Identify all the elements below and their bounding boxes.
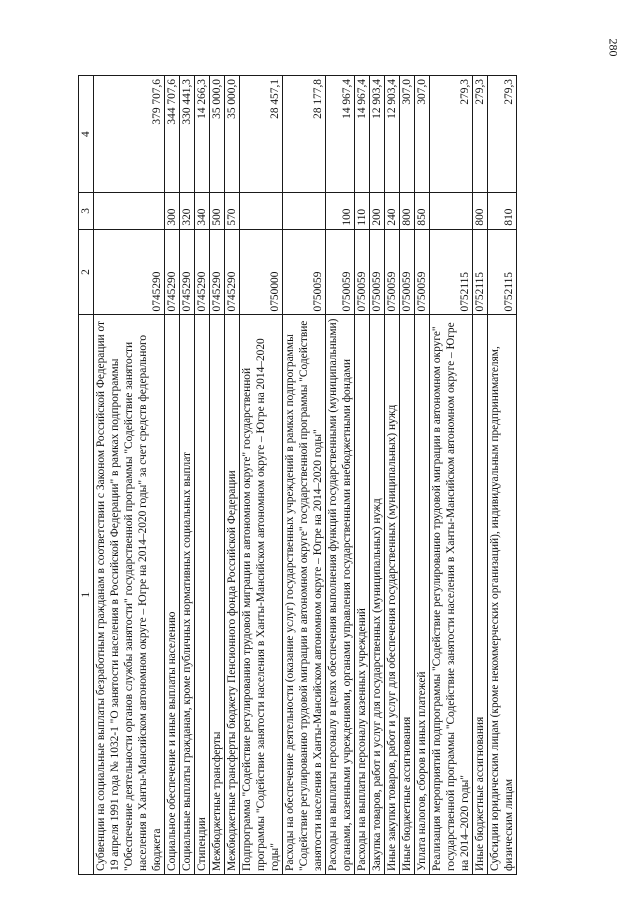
row-code: 0745290 xyxy=(210,229,225,315)
row-code: 0750059 xyxy=(283,229,326,315)
row-type: 200 xyxy=(370,193,385,229)
row-type xyxy=(240,193,283,229)
row-amount: 307,0 xyxy=(415,76,430,193)
row-type: 240 xyxy=(385,193,400,229)
header-cell-4: 4 xyxy=(79,76,94,193)
row-code: 0750059 xyxy=(400,229,415,315)
row-code: 0745290 xyxy=(195,229,210,315)
header-cell-3: 3 xyxy=(79,193,94,229)
row-type: 800 xyxy=(400,193,415,229)
table-row xyxy=(195,76,210,875)
table-row xyxy=(283,76,326,875)
row-name: Расходы на выплаты персоналу в целях обеспечения выполнения функций государственными (муниципальными) органами, казенными учреждениями, органами управления государственными внебюджетными фондами xyxy=(326,315,355,875)
table-row xyxy=(225,76,240,875)
row-code: 0752115 xyxy=(430,229,473,315)
row-name: Социальное обеспечение и иные выплаты населению xyxy=(165,315,180,875)
row-name: Иные бюджетные ассигнования xyxy=(473,315,488,875)
row-name: Межбюджетные трансферты бюджету Пенсионного фонда Российской Федерации xyxy=(225,315,240,875)
row-type xyxy=(430,193,473,229)
header-cell-2: 2 xyxy=(79,229,94,315)
row-amount: 14 266,3 xyxy=(195,76,210,193)
row-name: Подпрограмма "Содействие регулированию трудовой миграции в автономном округе" государственной программы "Содействие занятости населения в Ханты-Мансийском автономном округе – Югре на 2014–2020 годы" xyxy=(240,315,283,875)
row-name: Субвенции на социальные выплаты безработным гражданам в соответствии с Законом Российской Федерации от 19 апреля 1991 года № 1032-1 "О занятости населения в Российской Федерации" в рамках подпрограммы "Обеспечение деятельности органов службы занятости" государственной программы "Содействие занятости населения в Ханты-Мансийском автономном округе – Югре на 2014–2020 годы" за счет средств федерального бюджета xyxy=(94,315,165,875)
row-amount: 307,0 xyxy=(400,76,415,193)
row-code: 0745290 xyxy=(165,229,180,315)
row-type: 810 xyxy=(488,193,517,229)
row-type xyxy=(283,193,326,229)
row-code: 0750059 xyxy=(355,229,370,315)
rotated-page xyxy=(78,65,598,875)
row-name: Иные закупки товаров, работ и услуг для обеспечения государственных (муниципальных) нужд xyxy=(385,315,400,875)
row-type: 100 xyxy=(326,193,355,229)
row-amount: 12 903,4 xyxy=(385,76,400,193)
row-type xyxy=(94,193,165,229)
row-type: 500 xyxy=(210,193,225,229)
row-type: 340 xyxy=(195,193,210,229)
row-type: 110 xyxy=(355,193,370,229)
row-code: 0745290 xyxy=(225,229,240,315)
row-amount: 379 707,6 xyxy=(94,76,165,193)
row-type: 300 xyxy=(165,193,180,229)
table-row xyxy=(430,76,473,875)
row-type: 800 xyxy=(473,193,488,229)
row-amount: 330 441,3 xyxy=(180,76,195,193)
header-cell-1: 1 xyxy=(79,315,94,875)
row-code: 0750059 xyxy=(415,229,430,315)
table-row xyxy=(240,76,283,875)
row-amount: 35 000,0 xyxy=(225,76,240,193)
row-amount: 14 967,4 xyxy=(355,76,370,193)
row-name: Межбюджетные трансферты xyxy=(210,315,225,875)
row-amount: 344 707,6 xyxy=(165,76,180,193)
row-code: 0745290 xyxy=(180,229,195,315)
page-number: 280 xyxy=(606,38,621,57)
row-type: 320 xyxy=(180,193,195,229)
budget-table xyxy=(78,75,517,875)
header-row xyxy=(79,76,94,875)
row-name: Расходы на обеспечение деятельности (оказание услуг) государственных учреждений в рамках подпрограммы "Содействие регулированию трудовой миграции в автономном округе" государственной программы "Содействие занятости населения в Ханты-Мансийском автономном округе – Югре на 2014–2020 годы" xyxy=(283,315,326,875)
table-row xyxy=(326,76,355,875)
table-row xyxy=(370,76,385,875)
table-row xyxy=(385,76,400,875)
row-name: Субсидии юридическим лицам (кроме некоммерческих организаций), индивидуальным предпринимателям, физическим лицам xyxy=(488,315,517,875)
table-row xyxy=(415,76,430,875)
row-amount: 12 903,4 xyxy=(370,76,385,193)
table-row xyxy=(180,76,195,875)
row-amount: 28 457,1 xyxy=(240,76,283,193)
row-name: Закупка товаров, работ и услуг для государственных (муниципальных) нужд xyxy=(370,315,385,875)
table-row xyxy=(488,76,517,875)
row-name: Стипендии xyxy=(195,315,210,875)
row-code: 0752115 xyxy=(488,229,517,315)
row-name: Реализация мероприятий подпрограммы "Содействие регулированию трудовой миграции в автономном округе" государственной программы "Содействие занятости населения в Ханты-Мансийском автономном округе – Югре на 2014–2020 годы" xyxy=(430,315,473,875)
row-name: Иные бюджетные ассигнования xyxy=(400,315,415,875)
row-code: 0750059 xyxy=(385,229,400,315)
table-row xyxy=(210,76,225,875)
row-name: Уплата налогов, сборов и иных платежей xyxy=(415,315,430,875)
table-row xyxy=(400,76,415,875)
row-code: 0750059 xyxy=(326,229,355,315)
row-code: 0752115 xyxy=(473,229,488,315)
row-code: 0750059 xyxy=(370,229,385,315)
row-name: Социальные выплаты гражданам, кроме публичных нормативных социальных выплат xyxy=(180,315,195,875)
table-row xyxy=(94,76,165,875)
table-row xyxy=(473,76,488,875)
row-code: 0750000 xyxy=(240,229,283,315)
row-amount: 35 000,0 xyxy=(210,76,225,193)
row-amount: 279,3 xyxy=(430,76,473,193)
row-amount: 279,3 xyxy=(473,76,488,193)
row-name: Расходы на выплаты персоналу казенных учреждений xyxy=(355,315,370,875)
row-type: 850 xyxy=(415,193,430,229)
row-amount: 14 967,4 xyxy=(326,76,355,193)
row-code: 0745290 xyxy=(94,229,165,315)
table-row xyxy=(165,76,180,875)
row-type: 570 xyxy=(225,193,240,229)
row-amount: 279,3 xyxy=(488,76,517,193)
row-amount: 28 177,8 xyxy=(283,76,326,193)
table-row xyxy=(355,76,370,875)
